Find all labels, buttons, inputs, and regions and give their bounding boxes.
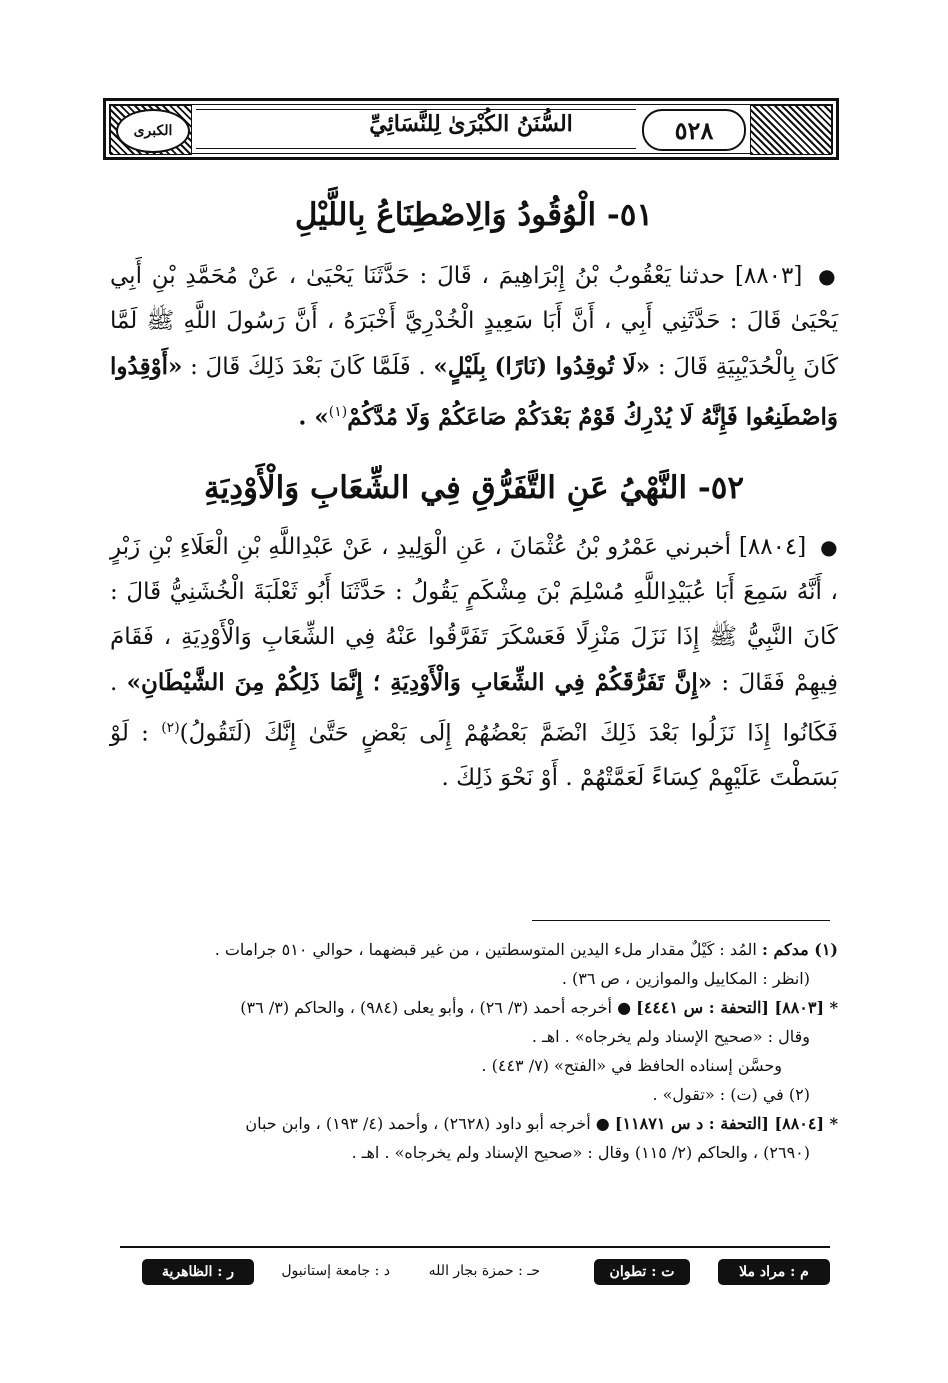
takhrij-8803-cont: وقال : «صحيح الإسناد ولم يخرجاه» . اهـ . — [531, 1027, 810, 1046]
page-header — [103, 98, 839, 160]
hadith-chain: حدثنا يَعْقُوبُ بْنُ إِبْرَاهِيمَ ، قَالَ : حَدَّثَنَا يَحْيَىٰ ، عَنْ مُحَمَّدِ بْنِ أَبِي يَحْيَىٰ قَالَ : حَدَّثَنِي أَبِي ، أَنَّ أَبَا سَعِيدٍ الْخُدْرِيَّ أَخْبَرَهُ ، أَنَّ رَسُولَ اللَّهِ ﷺ لَمَّا كَانَ بِالْحُدَيْبِيَةِ قَالَ : — [110, 263, 839, 380]
prophetic-quote: «لَا تُوقِدُوا (نَارًا) بِلَيْلٍ» — [433, 353, 651, 380]
prophetic-quote: «أَوْقِدُوا وَاصْطَنِعُوا فَإِنَّهُ لَا يُدْرِكُ قَوْمٌ بَعْدَكُمْ صَاعَكُمْ وَلَا مُدَّكُمْ — [110, 353, 838, 431]
footer-divider — [120, 1246, 830, 1248]
page-number: ٥٢٨ — [642, 109, 746, 151]
hadith-number: [٨٨٠٤] — [738, 533, 807, 560]
takhrij-8803-cont2: وحسَّن إسناده الحافظ في «الفتح» (٧/ ٤٤٣) . — [481, 1056, 782, 1075]
footnotes — [110, 935, 838, 1167]
footnote-ref: (٢) — [161, 719, 180, 736]
hadith-chain: أخبرني عَمْرُو بْنُ عُثْمَانَ ، عَنِ الْوَلِيدِ ، عَنْ عَبْدِاللَّهِ بْنِ الْعَلَاءِ بْنِ زَبْرٍ ، أَنَّهُ سَمِعَ أَبَا عُبَيْدِاللَّهِ مُسْلِمَ بْنَ مِشْكَمٍ يَقُولُ : حَدَّثَنَا أَبُو ثَعْلَبَةَ الْخُشَنِيُّ قَالَ : كَانَ النَّبِيُّ ﷺ إِذَا نَزَلَ مَنْزِلًا فَعَسْكَرَ تَفَرَّقُوا عَنْهُ فِي الشِّعَابِ وَالْأَوْدِيَةِ ، فَقَامَ فِيهِمْ فَقَالَ : — [110, 533, 838, 696]
prophetic-quote: «إِنَّ تَفَرُّقَكُمْ فِي الشِّعَابِ وَالْأَوْدِيَةِ ؛ إِنَّمَا ذَلِكُمْ مِنَ الشَّيْطَانِ» — [126, 668, 713, 696]
bullet-icon: ● — [820, 534, 839, 559]
manuscript-d-label: د : جامعة إستانبول — [281, 1263, 390, 1279]
takhrij-8804-cont: (٢٦٩٠) ، والحاكم (٢/ ١١٥) وقال : «صحيح الإسناد ولم يخرجاه» . اهـ . — [351, 1143, 810, 1162]
footnote-ref: (١) — [328, 404, 348, 420]
footnote-1: (١) مدكم : المُد : كَيْلٌ مقدار ملء اليدين المتوسطتين ، من غير قبضهما ، حوالي ٥١٠ جرامات . — [214, 940, 838, 959]
hadith-text: . فَلَمَّا كَانَ بَعْدَ ذَلِكَ قَالَ : — [190, 354, 426, 380]
hadith-text: . فَكَانُوا إِذَا نَزَلُوا بَعْدَ ذَلِكَ انْضَمَّ بَعْضُهُمْ إِلَى بَعْضٍ حَتَّىٰ إِنَّكَ (لَتَقُولُ) — [110, 669, 838, 747]
takhrij-8804: * [٨٨٠٤] [التحفة : د س ١١٨٧١] ● أخرجه أبو داود (٢٦٢٨) ، وأحمد (٤/ ١٩٣) ، وابن حبان — [245, 1114, 838, 1133]
manuscript-h-label: حـ : حمزة بجار الله — [428, 1263, 540, 1279]
manuscript-legend — [120, 1256, 830, 1290]
manuscript-r-badge: ر : الظاهرية — [142, 1259, 254, 1285]
footnote-2: (٢) في (ت) : «تقول» . — [652, 1085, 810, 1104]
hadith-8804 — [110, 525, 838, 802]
bullet-icon: ● — [818, 264, 839, 288]
footnote-divider — [532, 920, 830, 921]
quote-end: » . — [298, 403, 329, 431]
hadith-text: : لَوْ بَسَطْتَ عَلَيْهِمْ كِسَاءً لَعَمَّتْهُمْ . أَوْ نَحْوَ ذَلِكَ . — [110, 720, 838, 792]
header-emblem: الكبرى — [116, 109, 190, 153]
manuscript-t-badge: ت : تطوان — [594, 1259, 690, 1285]
takhrij-8803: * [٨٨٠٣] [التحفة : س ٤٤٤١] ● أخرجه أحمد (٣/ ٢٦) ، وأبو يعلى (٩٨٤) ، والحاكم (٣/ ٣٦) — [240, 998, 838, 1017]
section-title-51: ٥١- الْوُقُودُ وَالِاصْطِنَاعُ بِاللَّيْلِ — [294, 197, 654, 233]
section-title-52: ٥٢- النَّهْيُ عَنِ التَّفَرُّقِ فِي الشِّعَابِ وَالْأَوْدِيَةِ — [203, 469, 745, 506]
running-title: السُّنَنُ الكُبْرَىٰ لِلنَّسَائِيِّ — [369, 111, 573, 137]
manuscript-m-badge: م : مراد ملا — [718, 1259, 830, 1285]
main-text — [110, 190, 838, 801]
hadith-8803 — [110, 254, 838, 441]
footnote-1-cont: (انظر : المكاييل والموازين ، ص ٣٦) . — [561, 969, 810, 988]
header-ornament-right — [750, 105, 832, 155]
hadith-number: [٨٨٠٣] — [734, 263, 803, 289]
